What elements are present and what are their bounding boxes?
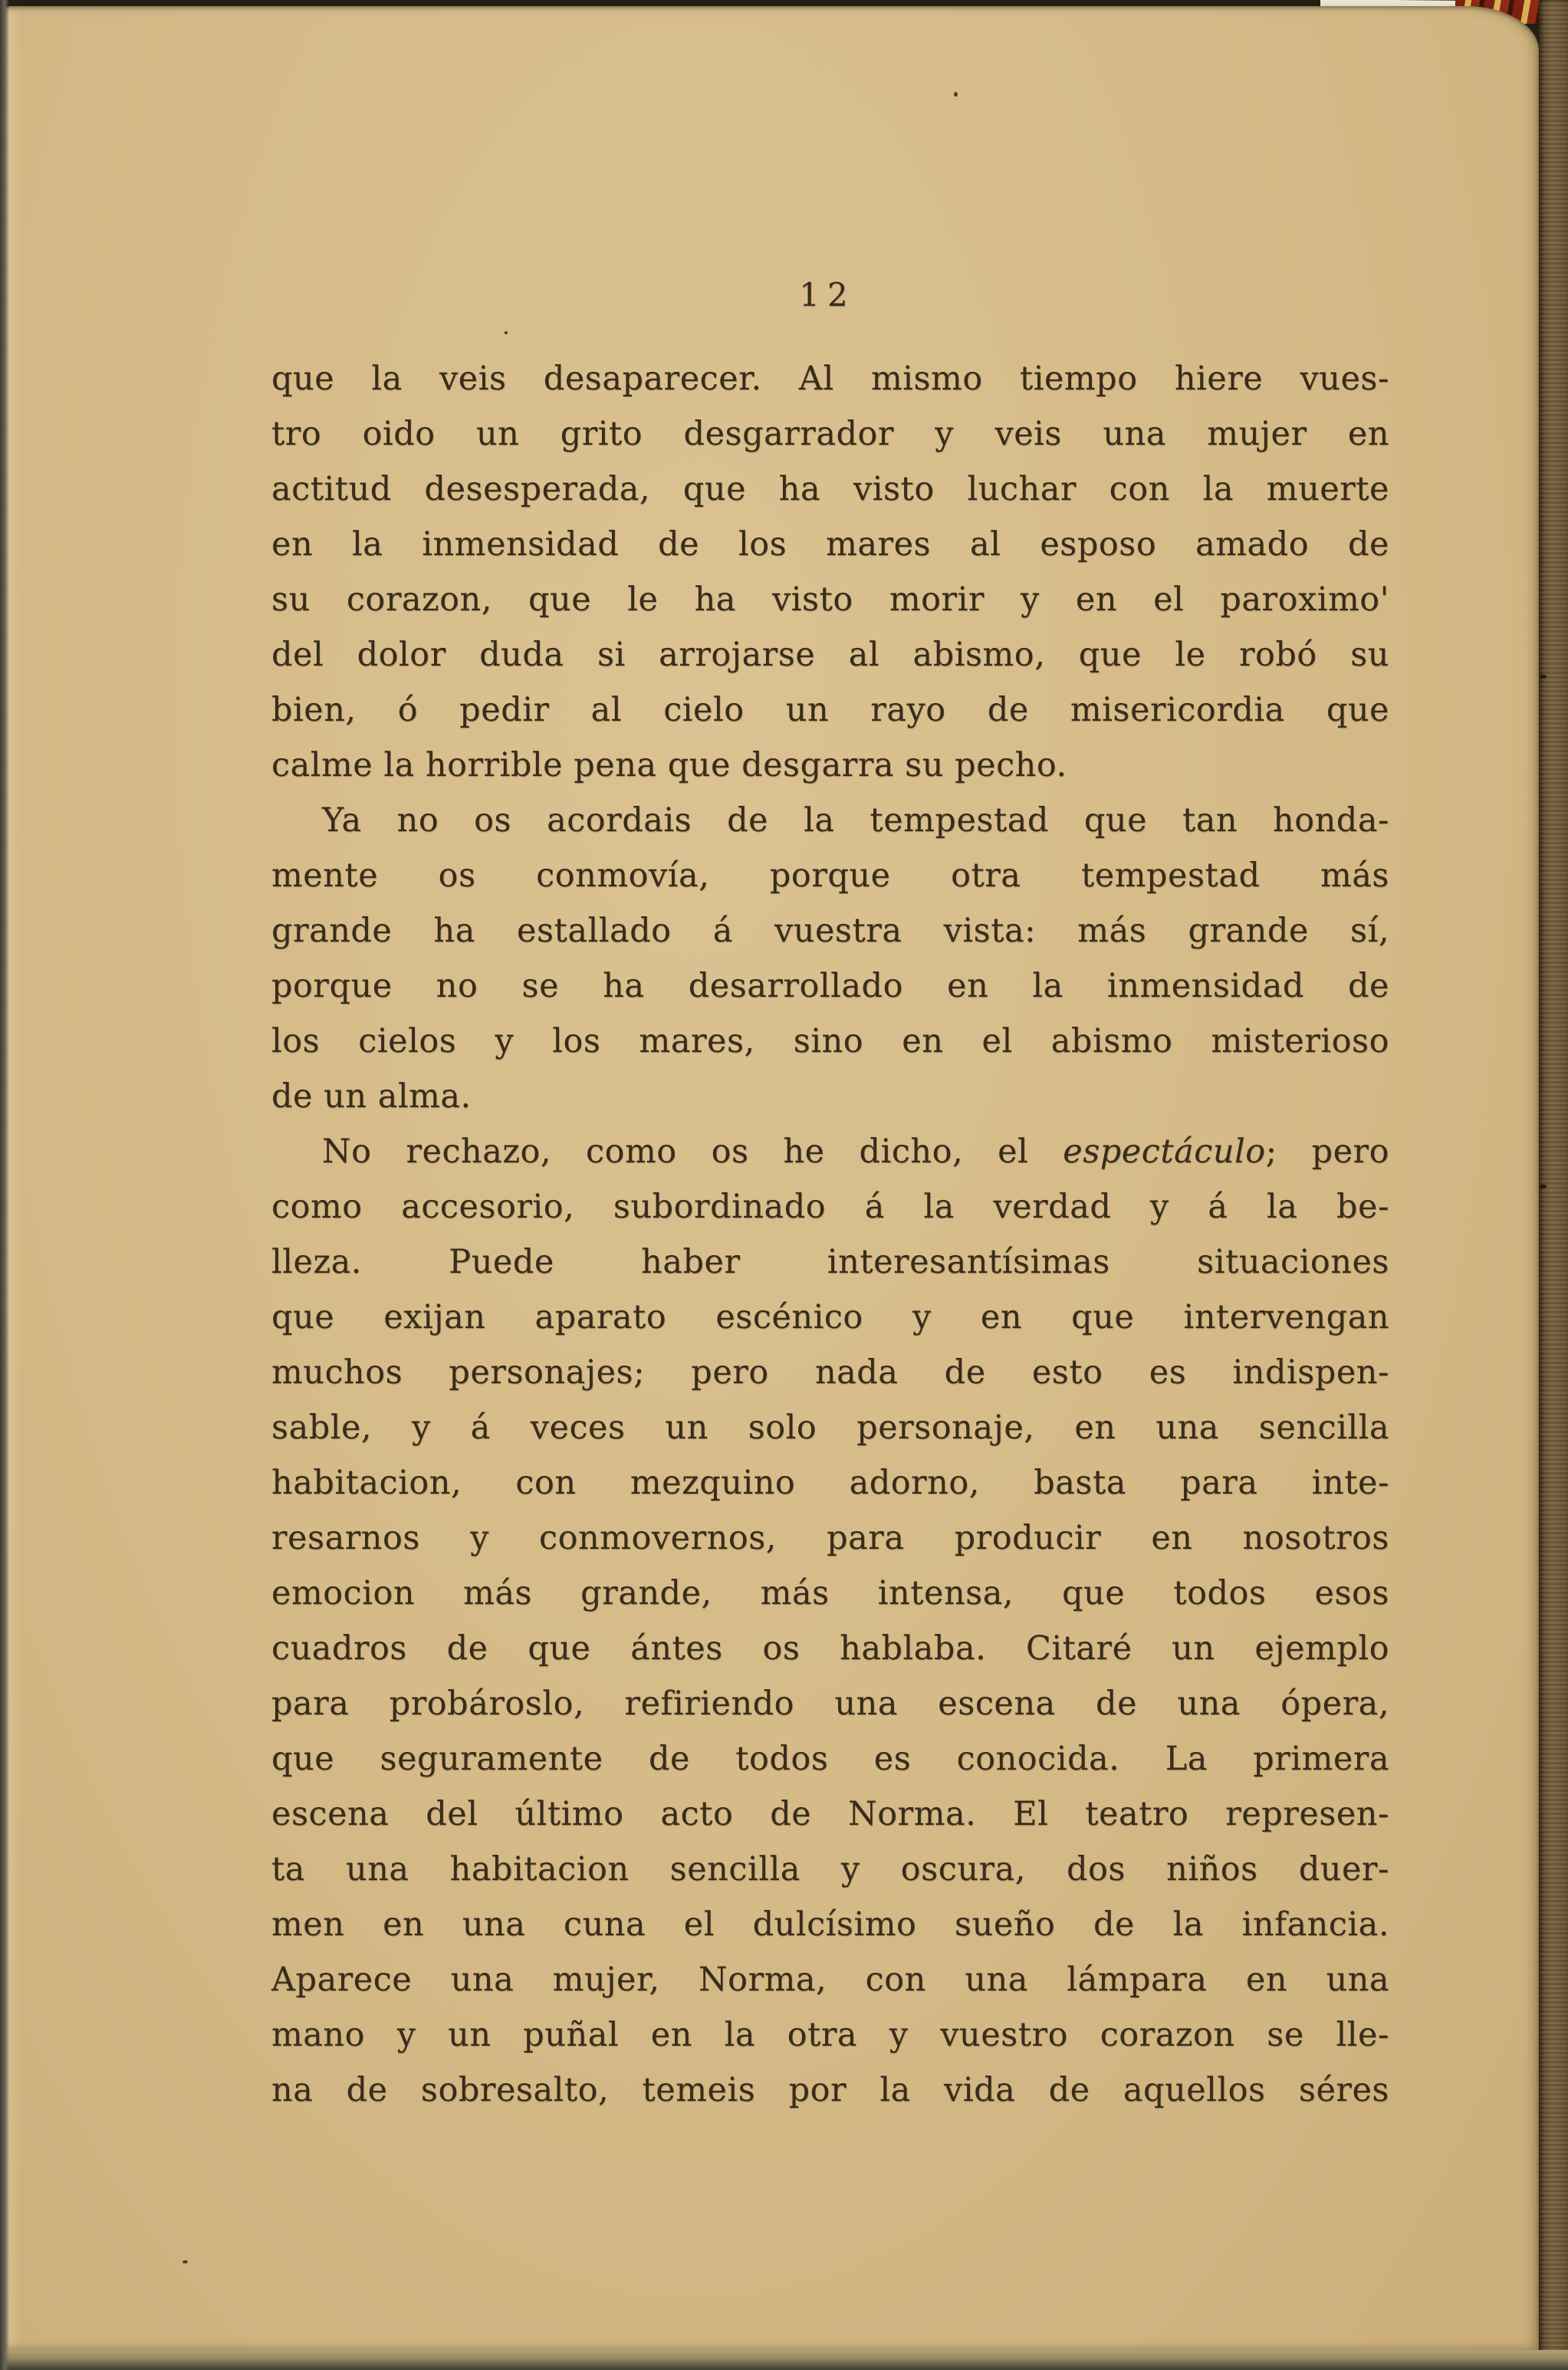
- text-line: muchos personajes; pero nada de esto es indispen-: [271, 1353, 1389, 1392]
- book-fore-edge: [1539, 0, 1568, 2370]
- text-line: como accesorio, subordinado á la verdad y á la be-: [271, 1188, 1389, 1226]
- text-line: mano y un puñal en la otra y vuestro corazon se lle-: [271, 2016, 1389, 2054]
- text-line: bien, ó pedir al cielo un rayo de misericordia que: [271, 691, 1389, 729]
- text-line: tro oido un grito desgarrador y veis una mujer en: [271, 415, 1389, 453]
- page-paper: [5, 6, 1539, 2350]
- text-line: de un alma.: [271, 1077, 472, 1116]
- dust-speck: [954, 92, 958, 97]
- text-line: men en una cuna el dulcísimo sueño de la infancia.: [271, 1905, 1389, 1944]
- text-line: actitud desesperada, que ha visto luchar con la muerte: [271, 470, 1389, 508]
- dust-speck: [505, 331, 508, 334]
- text-line: resarnos y conmovernos, para producir en nosotros: [271, 1519, 1389, 1557]
- text-line: Aparece una mujer, Norma, con una lámpara en una: [271, 1961, 1389, 1999]
- dust-speck: [182, 2260, 188, 2263]
- text-line: ta una habitacion sencilla y oscura, dos niños duer-: [271, 1850, 1389, 1888]
- text-line: su corazon, que le ha visto morir y en el paroximo': [271, 580, 1389, 619]
- text-line: los cielos y los mares, sino en el abismo misterioso: [271, 1022, 1389, 1060]
- scan-left-edge: [0, 0, 9, 2370]
- text-line: que seguramente de todos es conocida. La primera: [271, 1740, 1389, 1778]
- page-edge-notch: [1539, 1185, 1547, 1188]
- text-line: escena del último acto de Norma. El teatro represen-: [271, 1795, 1389, 1833]
- text-line: que la veis desaparecer. Al mismo tiempo hiere vues-: [271, 360, 1389, 398]
- text-line: No rechazo, como os he dicho, el espectáculo; pero: [322, 1132, 1389, 1171]
- page-number: 12: [799, 276, 856, 314]
- text-line: mente os conmovía, porque otra tempestad más: [271, 856, 1389, 895]
- text-line: porque no se ha desarrollado en la inmensidad de: [271, 967, 1389, 1005]
- text-line: sable, y á veces un solo personaje, en una sencilla: [271, 1409, 1389, 1447]
- text-line: que exijan aparato escénico y en que intervengan: [271, 1298, 1389, 1336]
- text-line: del dolor duda si arrojarse al abismo, que le robó su: [271, 636, 1389, 674]
- text-line: emocion más grande, más intensa, que todos esos: [271, 1574, 1389, 1612]
- text-line: cuadros de que ántes os hablaba. Citaré un ejemplo: [271, 1629, 1389, 1668]
- page-edge-notch: [1539, 675, 1547, 679]
- text-line: na de sobresalto, temeis por la vida de aquellos séres: [271, 2071, 1389, 2109]
- text-line: habitacion, con mezquino adorno, basta para inte-: [271, 1464, 1389, 1502]
- text-line: grande ha estallado á vuestra vista: más grande sí,: [271, 912, 1389, 950]
- text-block: [271, 351, 1389, 2118]
- text-line: en la inmensidad de los mares al esposo amado de: [271, 525, 1389, 564]
- text-line: Ya no os acordais de la tempestad que tan honda-: [322, 801, 1389, 840]
- text-line: para probároslo, refiriendo una escena de una ópera,: [271, 1685, 1389, 1723]
- scan-bottom-edge: [0, 2350, 1568, 2370]
- text-line: lleza. Puede haber interesantísimas situaciones: [271, 1243, 1389, 1281]
- text-line: calme la horrible pena que desgarra su pecho.: [271, 746, 1067, 784]
